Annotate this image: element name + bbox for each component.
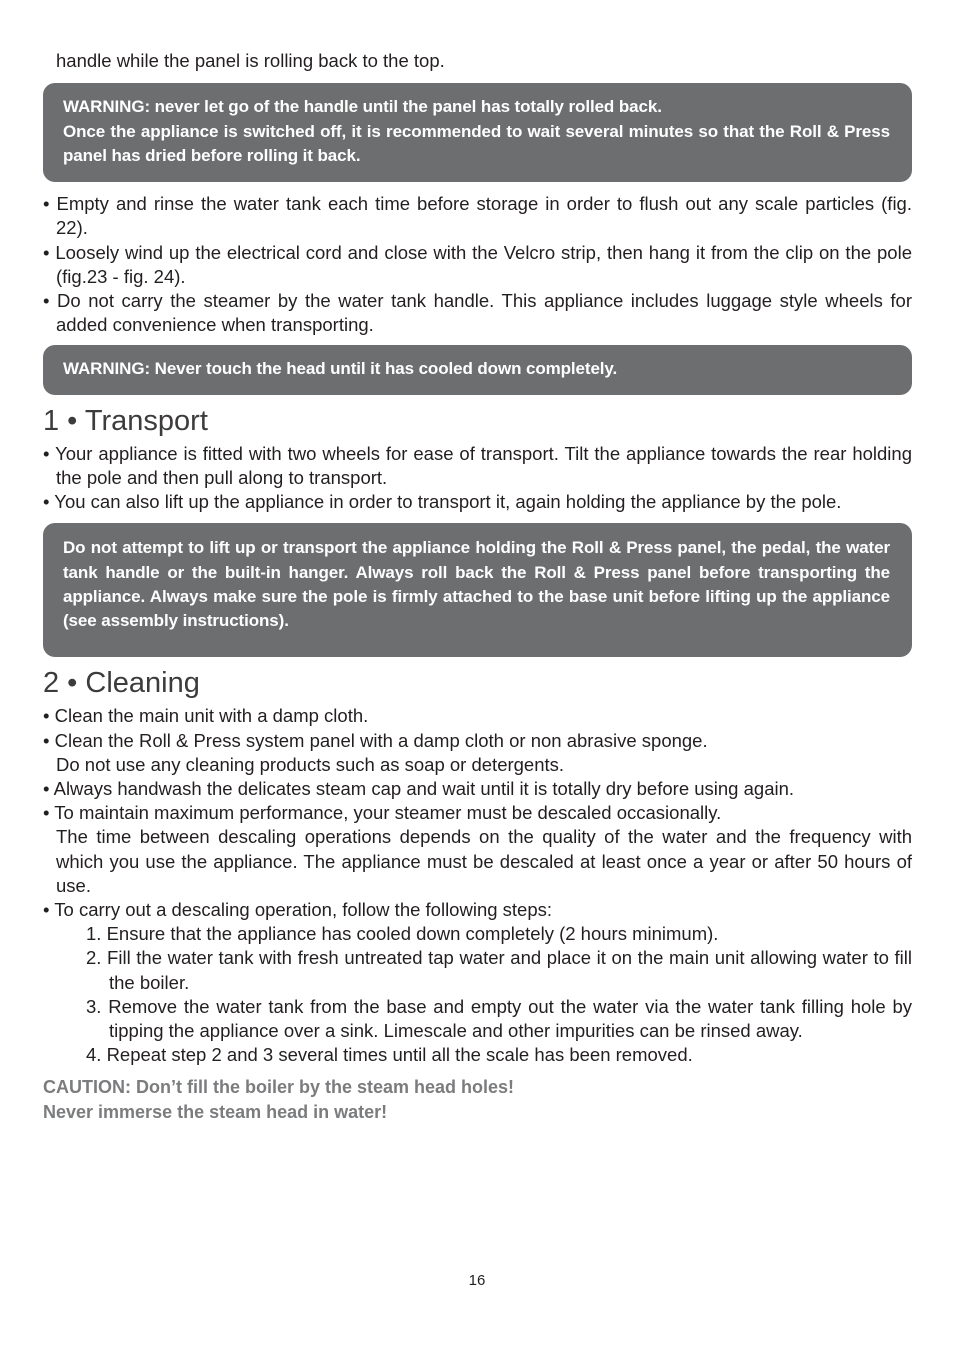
list-item: • Loosely wind up the electrical cord and close with the Velcro strip, then hang it from the clip on the pole (fig.23 - fig. 24). — [43, 241, 912, 289]
storage-list — [43, 192, 912, 337]
descaling-steps — [43, 922, 912, 1067]
warning-box-transport: Do not attempt to lift up or transport the appliance holding the Roll & Press panel, the pedal, the water tank handle or the built-in hanger. Always roll back the Roll & Press panel before transporting the appliance. Always make sure the pole is firmly attached to the base unit before lifting up the appliance (see assembly instructions). — [43, 523, 912, 657]
list-item: • Do not carry the steamer by the water tank handle. This appliance includes luggage style wheels for added convenience when transporting. — [43, 289, 912, 337]
step-item: 2. Fill the water tank with fresh untreated tap water and place it on the main unit allowing water to fill the boiler. — [86, 947, 912, 993]
manual-page — [43, 49, 912, 1124]
section-title-cleaning: 2 • Cleaning — [43, 667, 200, 700]
list-item: • Always handwash the delicates steam cap and wait until it is totally dry before using again. — [43, 777, 912, 801]
warning-line-2: Once the appliance is switched off, it is recommended to wait several minutes so that the Roll & Press panel has dried before rolling it back. — [63, 121, 890, 165]
step-item: 3. Remove the water tank from the base and empty out the water via the water tank filling hole by tipping the appliance over a sink. Limescale and other impurities can be rinsed away. — [86, 995, 912, 1042]
transport-list — [43, 442, 912, 515]
list-item: • Clean the Roll & Press system panel with a damp cloth or non abrasive sponge. — [43, 729, 912, 753]
caution-line-2: Never immerse the steam head in water! — [43, 1101, 388, 1122]
list-item: • To maintain maximum performance, your steamer must be descaled occasionally. — [43, 801, 912, 825]
list-item: • Clean the main unit with a damp cloth. — [43, 704, 912, 728]
warning-box-head: WARNING: Never touch the head until it has cooled down completely. — [43, 345, 912, 394]
page-number: 16 — [468, 1272, 486, 1289]
caution-note — [43, 1075, 912, 1123]
caution-line-1: CAUTION: Don’t fill the boiler by the steam head holes! — [43, 1077, 515, 1098]
list-item: • Empty and rinse the water tank each time before storage in order to flush out any scale particles (fig. 22). — [43, 192, 912, 240]
intro-text: handle while the panel is rolling back to the top. — [56, 50, 445, 71]
list-item: • Your appliance is fitted with two wheels for ease of transport. Tilt the appliance towards the rear holding the pole and then pull along to transport. — [43, 442, 912, 490]
list-item: • You can also lift up the appliance in order to transport it, again holding the appliance by the pole. — [43, 490, 912, 514]
cleaning-list — [43, 704, 912, 1067]
list-item: • To carry out a descaling operation, follow the following steps: — [43, 898, 912, 922]
section-title-transport: 1 • Transport — [43, 404, 208, 437]
step-item: 4. Repeat step 2 and 3 several times until all the scale has been removed. — [86, 1044, 693, 1066]
warning-box-rollback — [43, 83, 912, 182]
list-item-continuation: Do not use any cleaning products such as soap or detergents. — [56, 753, 565, 775]
warning-line-1: WARNING: never let go of the handle until the panel has totally rolled back. — [63, 97, 662, 117]
step-item: 1. Ensure that the appliance has cooled down completely (2 hours minimum). — [86, 923, 719, 945]
list-item-continuation: The time between descaling operations depends on the quality of the water and the frequency with which you use the appliance. The appliance must be descaled at least once a year or after 50 hours of use. — [56, 826, 912, 896]
